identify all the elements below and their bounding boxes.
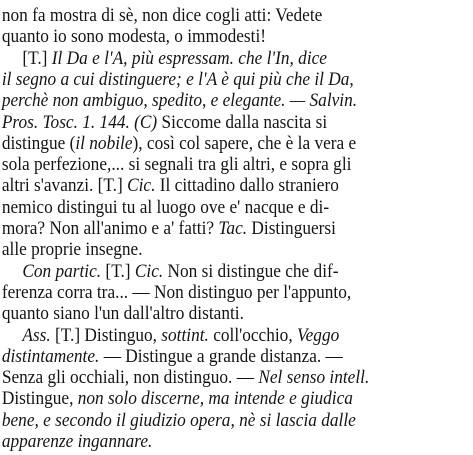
text-segment: altri s'avanzi. [T.]: [1, 175, 128, 197]
italic-text: Con partic.: [22, 260, 102, 282]
text-segment: ), così col sapere, che è la vera e: [132, 132, 357, 154]
italic-text: non solo discerne, ma intende e giudica: [77, 388, 353, 410]
italic-text: Cic.: [127, 175, 156, 197]
text-segment: non fa mostra di sè, non dice cogli atti: Vedete: [1, 5, 323, 26]
italic-text: Cic.: [134, 260, 164, 282]
text-segment: Il cittadino dallo straniero: [155, 175, 339, 197]
text-segment: Distinguersi: [247, 218, 336, 239]
text-segment: Siccome dalla nascita si: [157, 111, 328, 133]
text-segment: Non si distingue che dif-: [163, 260, 339, 282]
italic-text: Nel senso intell.: [258, 367, 370, 389]
italic-text: Ass.: [22, 324, 51, 346]
italic-text: distintamente.: [1, 345, 100, 367]
italic-text: bene, e secondo il giudizio opera, nè si lascia dalle: [1, 409, 356, 431]
text-segment: mora? Non all'animo e a' fatti?: [1, 218, 219, 239]
italic-text: il segno a cui distinguere; e l'A è qui più che il Da,: [1, 68, 354, 90]
text-segment: [T.]: [101, 260, 135, 282]
italic-text: Tac.: [218, 218, 248, 239]
italic-text: Veggo: [296, 324, 340, 346]
text-segment: quanto siano l'un dall'altro distanti.: [1, 303, 244, 325]
text-segment: Distingue,: [1, 388, 78, 410]
text-segment: nemico distingui tu al luogo ove e' nacque e di-: [1, 196, 330, 218]
text-segment: alle proprie insegne.: [1, 239, 143, 261]
text-segment: coll'occhio,: [208, 324, 297, 346]
text-segment: quanto io sono modesta, o immodesti!: [1, 26, 267, 48]
text-line: [0, 430, 442, 455]
text-segment: [T.]: [22, 47, 52, 69]
text-segment: distingue (: [1, 132, 76, 154]
italic-text: Il Da e l'A, più espressam. che l'In, dice: [51, 47, 327, 69]
text-segment: [T.] Distinguo,: [50, 324, 162, 346]
italic-text: perchè non ambiguo, spedito, e elegante. — Salvin.: [1, 90, 358, 112]
text-segment: — Distingue a grande distanza. —: [99, 345, 343, 367]
italic-text: Pros. Tosc. 1. 144. (C): [1, 111, 158, 133]
text-segment: ferenza corra tra... — Non distinguo per l'appunto,: [1, 281, 352, 303]
text-segment: sola perfezione,... si segnali tra gli altri, e sopra gli: [1, 154, 352, 176]
italic-text: il nobile: [75, 132, 133, 154]
text-segment: Senza gli occhiali, non distinguo. —: [1, 367, 259, 389]
italic-text: apparenze ingannare.: [1, 431, 153, 452]
italic-text: sottint.: [161, 324, 209, 346]
